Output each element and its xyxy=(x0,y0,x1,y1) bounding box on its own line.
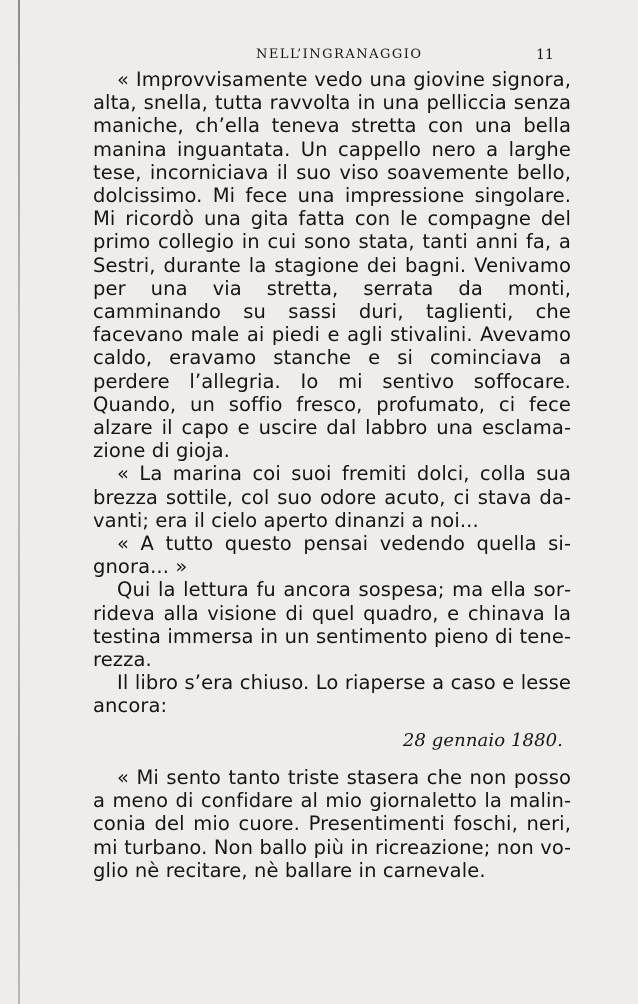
paragraph: Qui la lettura fu ancora sospesa; ma ella sorrideva alla visione di quel quadro, e chinava la testina immersa in un sentimento pieno di tenerezza. xyxy=(93,578,571,672)
paragraph: « Mi sento tanto triste stasera che non posso a meno di confidare al mio giornaletto la malinconia del mio cuore. Presentimenti foschi, neri, mi turbano. Non ballo più in ricreazione; non voglio nè recitare, nè ballare in carnevale. xyxy=(93,765,571,882)
paragraph: « A tutto questo pensai vedendo quella signora... » xyxy=(93,532,571,579)
paragraph: « Improvvisamente vedo una giovine signora, alta, snella, tutta ravvolta in una pelliccia senza maniche, ch’ella teneva stretta con una bella manina inguantata. Un cappello nero a larghe tese, incorniciava il suo viso soavemente bello, dolcissimo. Mi fece una impressione singolare. Mi ricordò una gita fatta con le compagne del primo collegio in cui sono stata, tanti anni fa, a Sestri, durante la stagione dei bagni. Venivamo per una via stretta, serrata da monti, camminando su sassi duri, taglienti, che facevano male ai piedi e agli stivalini. Avevamo caldo, eravamo stanche e si cominciava a perdere l’allegria. Io mi sentivo soffocare. Quando, un soffio fresco, profumato, ci fece alzare il capo e uscire dal labbro una esclamazione di gioja. xyxy=(93,68,571,463)
diary-date: 28 gennaio 1880. xyxy=(402,729,563,751)
running-title: NELL’INGRANAGGIO xyxy=(256,47,423,62)
body-text xyxy=(93,68,571,882)
page-header xyxy=(0,47,638,67)
paragraph: Il libro s’era chiuso. Lo riaperse a caso e lesse ancora: xyxy=(93,671,571,718)
paragraph: « La marina coi suoi fremiti dolci, colla sua brezza sottile, col suo odore acuto, ci stava davanti; era il cielo aperto dinanzi a noi... xyxy=(93,462,571,532)
page-number: 11 xyxy=(536,47,554,63)
page-binding-edge xyxy=(18,0,20,1004)
